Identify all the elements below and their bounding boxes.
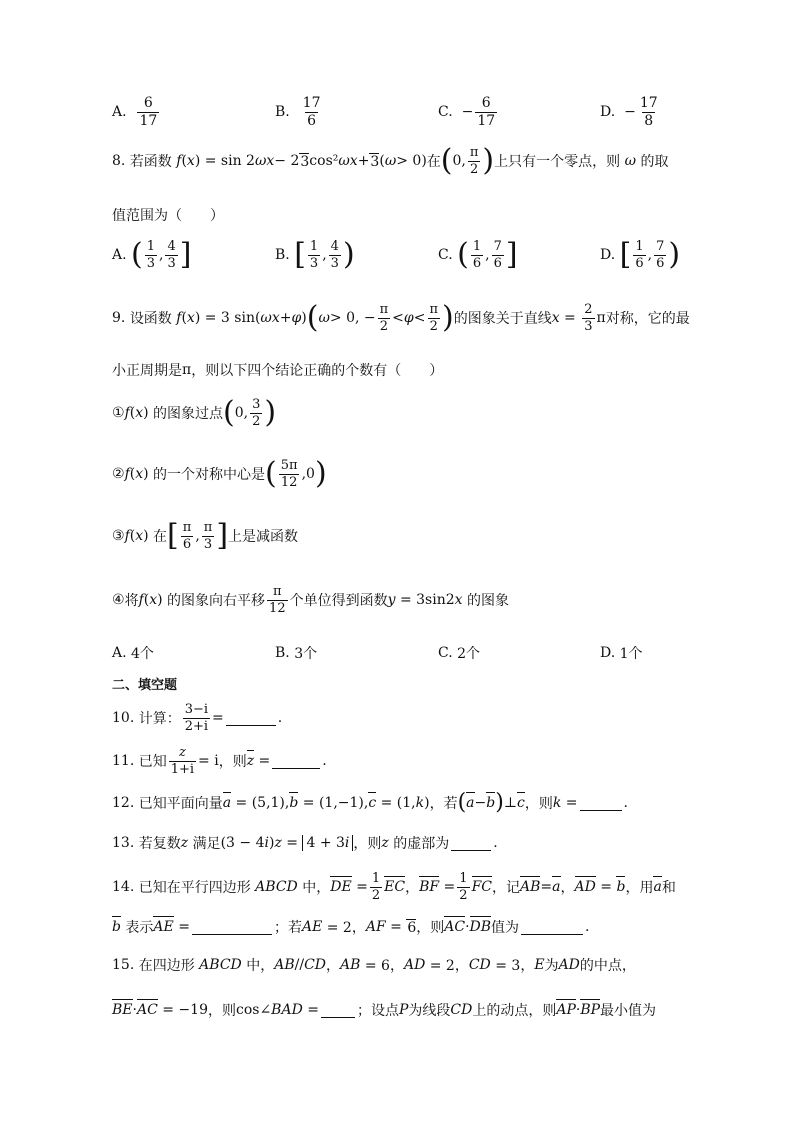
q7-option-c: C. − $\frac{6}{17}$ <box>438 95 496 129</box>
q13-blank <box>451 836 491 851</box>
q15-blank-1 <box>321 1003 355 1018</box>
q12: 12. 已知平面向量 a = (5,1), b = (1,−1), c = (1, k ) ，若 ( a − b ) ⊥ c ，则 k = . <box>112 790 628 815</box>
q7-option-a: A. $\frac{6}{17}$ <box>112 95 158 129</box>
q10-blank <box>226 711 276 726</box>
q7-d-fraction: $\frac{17}{8}$ <box>639 95 658 129</box>
q9-option-a: A. 4个 <box>112 645 154 662</box>
q9-statement-2: ② f ( x ) 的一个对称中心是 ( $\frac{5\pi}{12}$ ,0 ) <box>112 456 327 492</box>
q8-function: f <box>171 153 182 170</box>
section-heading: 二、填空题 <box>112 678 178 693</box>
q15-line2: BE · AC = −19 ，则 cos∠ BAD = ；设点 P 为线段 CD 上的动点，则 AP · BP 最小值为 <box>112 1002 657 1019</box>
q9-stem: 9. 设函数 f ( x ) = 3 sin( ωx + φ ) ( ω > 0, − $\frac{\pi}{2}$ < φ < $\frac{\pi}{2}$ ) 的图象关于直线 x = $\frac{2}{3}$ π 对称，它的最 <box>112 300 690 336</box>
q9-statement-3: ③ f ( x ) 在 [ $\frac{\pi}{6}$ , $\frac{\pi}{3}$ ] 上是减函数 <box>112 518 299 554</box>
q9-option-d: D. 1个 <box>600 645 643 662</box>
q8-option-b: B. [ $\frac{1}{3}$ , $\frac{4}{3}$ ) <box>275 237 355 273</box>
q9-stem-line2: 小正周期是 π ，则以下四个结论正确的个数有（ ） <box>112 362 444 379</box>
q8-option-d: D. [ $\frac{1}{6}$ , $\frac{7}{6}$ ) <box>600 237 681 273</box>
q7-a-fraction: $\frac{6}{17}$ <box>139 95 158 129</box>
q9-statement-4: ④ 将 f ( x ) 的图象向右平移 $\frac{\pi}{12}$ 个单位得到函数 y = 3sin2 x 的图象 <box>112 584 509 616</box>
q7-option-d: D. − $\frac{17}{8}$ <box>600 95 658 129</box>
q7-b-fraction: $\frac{17}{6}$ <box>302 95 321 129</box>
q7-option-b: B. $\frac{17}{6}$ <box>275 95 321 129</box>
q8-option-c: C. ( $\frac{1}{6}$ , $\frac{7}{6}$ ] <box>438 237 518 273</box>
q9-option-b: B. 3个 <box>275 645 318 662</box>
q13: 13. 若复数 z 满足 (3 − 4 i ) z = 4 + 3i ，则 z 的虚部为 . <box>112 835 498 852</box>
q8-stem: 8. 若函数 f ( x ) = sin 2 ωx − 2 3 cos² ωx + 3 ( ω > 0) 在 ( 0, $\frac{\pi}{2}$ ) 上只有一个零点，则 ω 的取 <box>112 143 669 179</box>
q14-line2: b 表示 AE = ；若 AE = 2， AF = 6 ，则 AC · DB 值为 . <box>112 919 590 936</box>
q11-blank <box>272 754 320 769</box>
q12-blank <box>580 796 622 811</box>
q14-blank-2 <box>521 920 583 935</box>
q8-stem-line2: 值范围为（ ） <box>112 208 224 224</box>
q8-option-a: A. ( $\frac{1}{3}$ , $\frac{4}{3}$ ] <box>112 237 192 273</box>
q9-option-c: C. 2个 <box>438 645 481 662</box>
q14-blank-1 <box>192 920 272 935</box>
q15: 15. 在四边形 ABCD 中， AB // CD ， AB = 6， AD = 2， CD = 3， E 为 AD 的中点， <box>112 957 636 974</box>
q11: 11. 已知 $\frac{z}{1+i}$ = i ，则 z = . <box>112 745 327 777</box>
q10: 10. 计算： $\frac{3-i}{2+i}$ = . <box>112 702 283 734</box>
q9-statement-1: ① f ( x ) 的图象过点 ( 0, $\frac{3}{2}$ ) <box>112 395 277 431</box>
q7-c-fraction: $\frac{6}{17}$ <box>477 95 496 129</box>
q14: 14. 已知在平行四边形 ABCD 中， DE = $\frac{1}{2}$ EC ， BF = $\frac{1}{2}$ FC ，记 AB = a ， AD = b ，用 a 和 <box>112 871 676 903</box>
